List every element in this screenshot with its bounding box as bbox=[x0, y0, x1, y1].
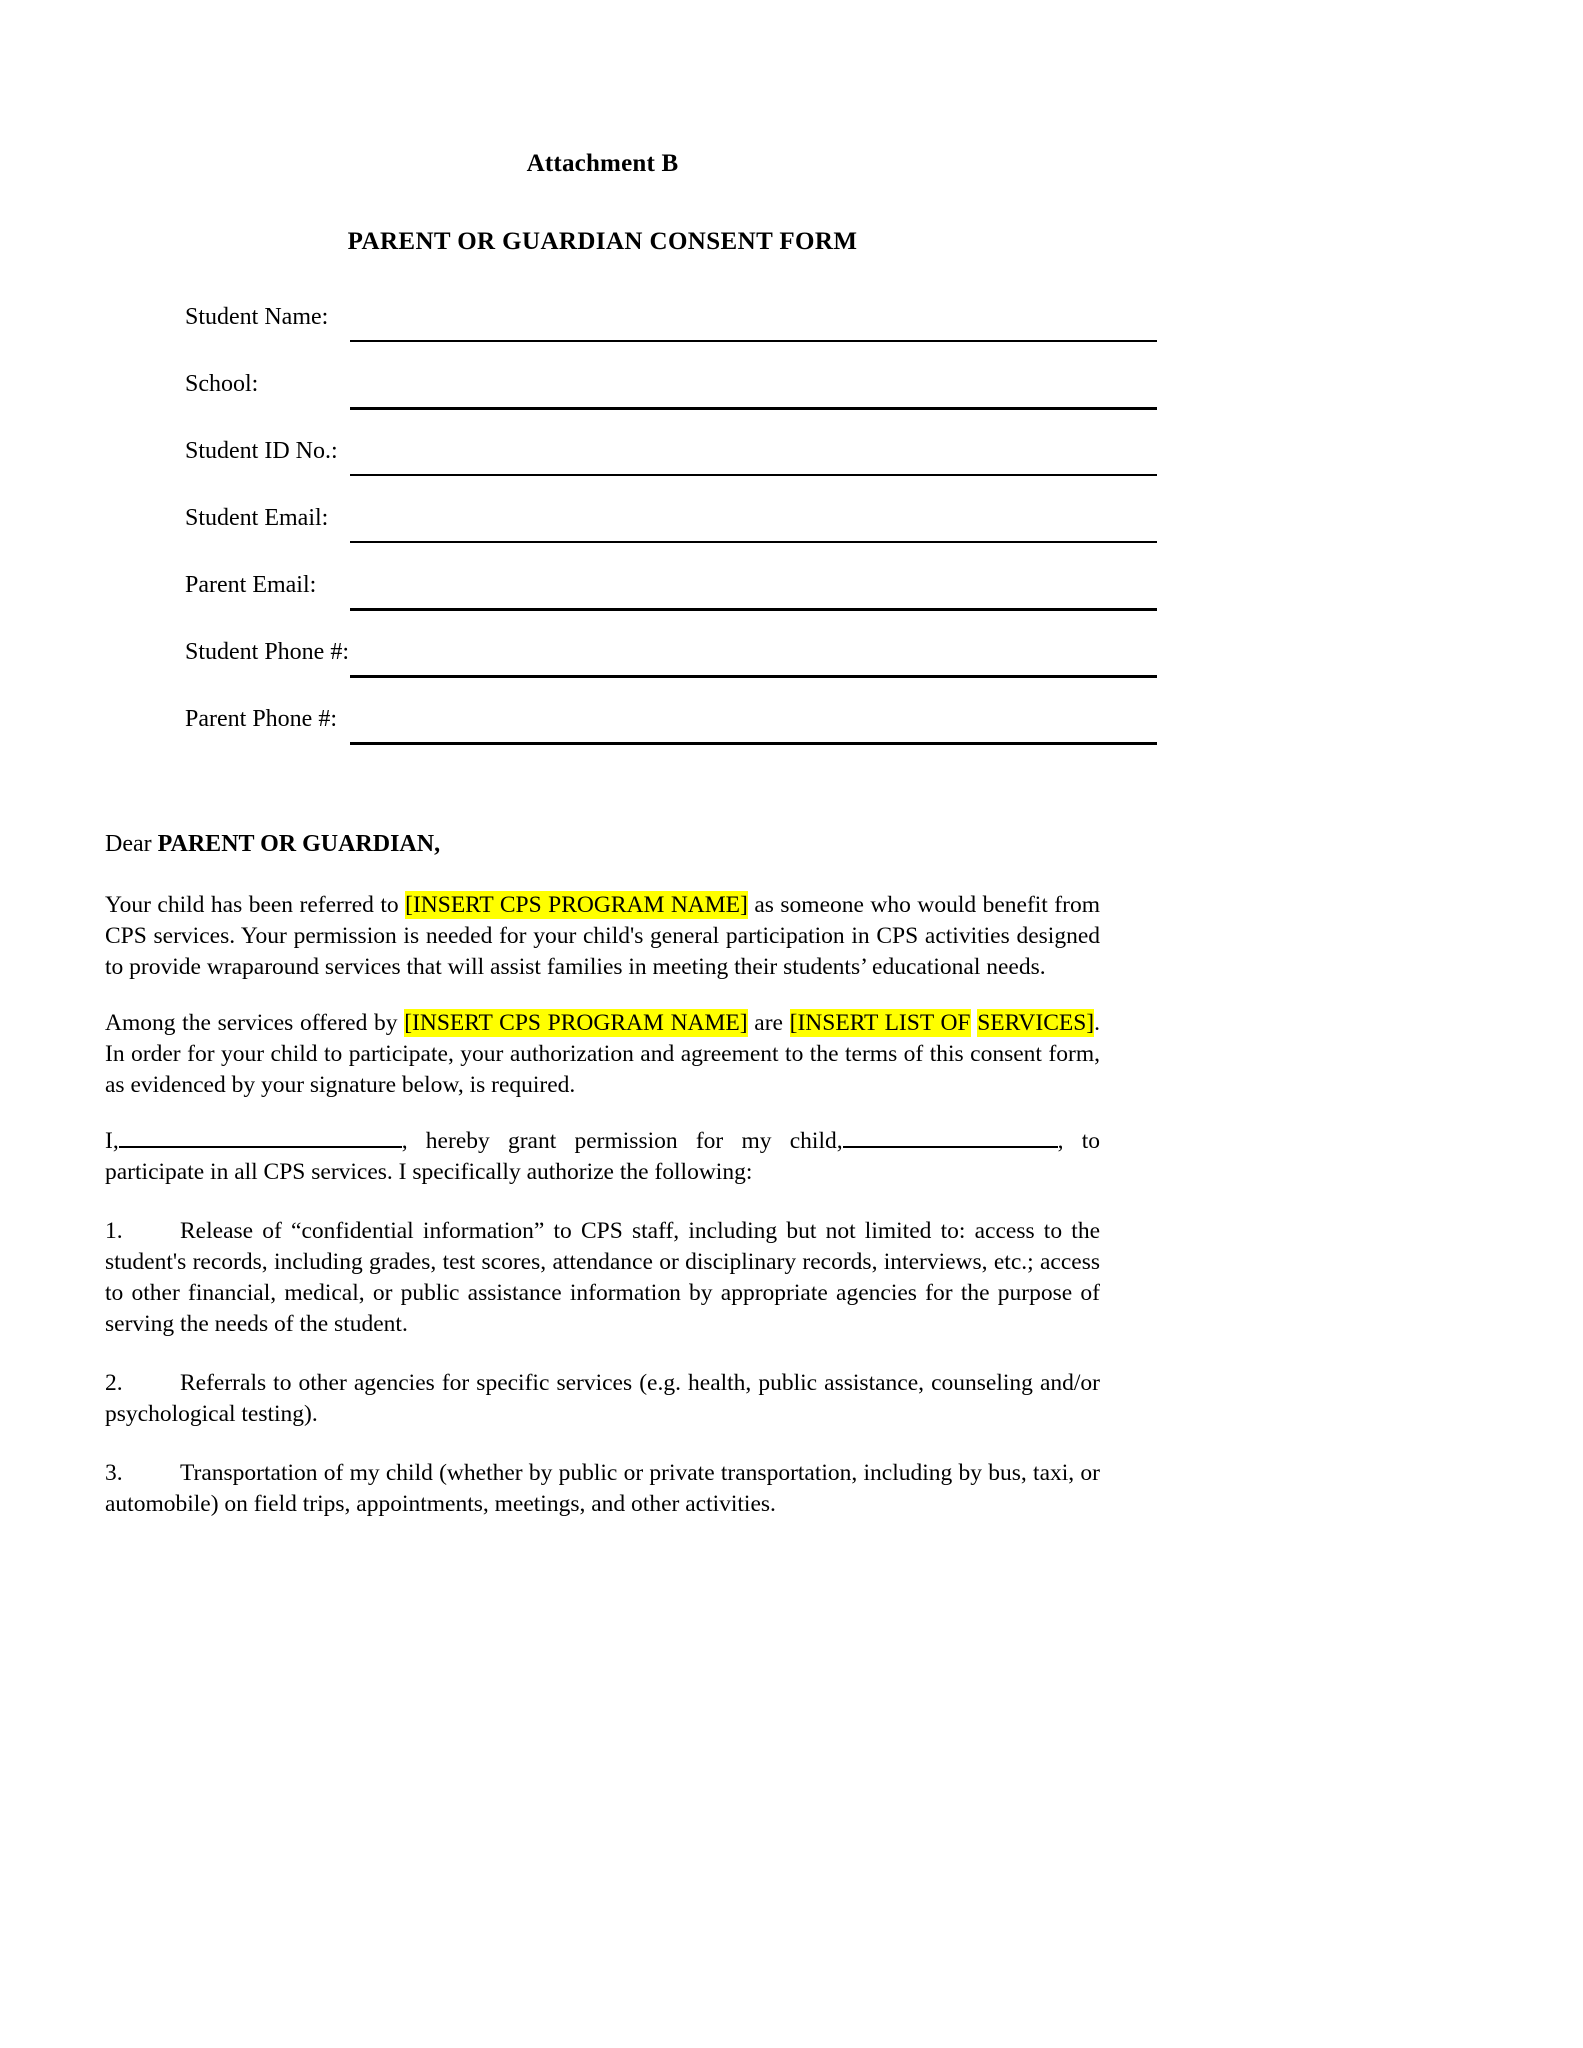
attachment-title: Attachment B bbox=[526, 150, 679, 177]
field-row-student-email bbox=[105, 505, 1100, 572]
field-input-student-name[interactable] bbox=[350, 340, 1157, 342]
paragraph-services-part2: are bbox=[747, 1010, 790, 1037]
list-item-text-2: Referrals to other agencies for specific services (e.g. health, public assistance, counseling and/or psychological testing). bbox=[105, 1370, 1100, 1428]
field-input-student-email[interactable] bbox=[350, 541, 1157, 543]
field-label-parent-email: Parent Email: bbox=[185, 572, 317, 598]
paragraph-referral-part1: Your child has been referred to bbox=[105, 892, 406, 919]
placeholder-list-of-services-b[interactable]: SERVICES] bbox=[977, 1010, 1095, 1037]
paragraph-services bbox=[105, 1008, 1100, 1101]
list-item-text-1: Release of “confidential information” to CPS staff, including but not limited to: access to the student's records, including grades, test scores, attendance or disciplinary records, interviews, etc.; access to other financial, medical, or public assistance information by appropriate agencies for the purpose of serving the needs of the student. bbox=[105, 1218, 1100, 1338]
list-item bbox=[105, 1458, 1100, 1520]
permission-prefix: I, bbox=[105, 1128, 119, 1155]
salutation-greeting: Dear bbox=[105, 831, 158, 857]
paragraph-referral-part2: as someone who would benefit from CPS services. Your permission is needed for your child's general participation in CPS activities designed to provide wraparound services that will assist families in meeting their students’ educational needs. bbox=[105, 892, 1100, 981]
field-row-student-phone bbox=[105, 639, 1100, 706]
field-input-student-phone[interactable] bbox=[350, 675, 1157, 678]
placeholder-list-of-services-a[interactable]: [INSERT LIST OF bbox=[789, 1010, 971, 1037]
document-content bbox=[105, 0, 1100, 1520]
placeholder-cps-program-name-1[interactable]: [INSERT CPS PROGRAM NAME] bbox=[405, 892, 748, 919]
field-row-student-id bbox=[105, 438, 1100, 505]
paragraph-referral bbox=[105, 890, 1100, 983]
form-fields-section bbox=[105, 304, 1100, 773]
list-item-number-1: 1. bbox=[105, 1218, 123, 1245]
salutation-recipient: PARENT OR GUARDIAN, bbox=[157, 831, 441, 857]
field-row-school bbox=[105, 371, 1100, 438]
field-input-student-id[interactable] bbox=[350, 474, 1157, 476]
paragraph-services-part3: . In order for your child to participate, your authorization and agreement to the terms of this consent form, as evidenced by your signature below, is required. bbox=[105, 1010, 1101, 1099]
field-label-student-id: Student ID No.: bbox=[185, 438, 338, 464]
list-item-number-2: 2. bbox=[105, 1370, 123, 1397]
list-item-number-3: 3. bbox=[105, 1460, 123, 1487]
parent-name-blank[interactable] bbox=[119, 1146, 402, 1148]
field-row-parent-phone bbox=[105, 706, 1100, 773]
paragraph-permission bbox=[105, 1126, 1100, 1188]
field-label-student-name: Student Name: bbox=[185, 304, 329, 330]
salutation bbox=[105, 829, 1100, 860]
list-item bbox=[105, 1368, 1100, 1430]
paragraph-services-part1: Among the services offered by bbox=[105, 1010, 405, 1037]
field-label-parent-phone: Parent Phone #: bbox=[185, 706, 337, 732]
field-label-student-email: Student Email: bbox=[185, 505, 329, 531]
list-item-text-3: Transportation of my child (whether by public or private transportation, including by bus, taxi, or automobile) on field trips, appointments, meetings, and other activities. bbox=[105, 1460, 1100, 1518]
page-title: PARENT OR GUARDIAN CONSENT FORM bbox=[347, 228, 858, 255]
field-row-parent-email bbox=[105, 572, 1100, 639]
child-name-blank[interactable] bbox=[843, 1146, 1058, 1148]
field-input-parent-email[interactable] bbox=[350, 608, 1157, 611]
field-label-school: School: bbox=[185, 371, 259, 397]
field-input-school[interactable] bbox=[350, 407, 1157, 410]
permission-suffix: , to participate in all CPS services. I specifically authorize the following: bbox=[105, 1128, 1100, 1186]
permission-middle: , hereby grant permission for my child, bbox=[401, 1128, 843, 1155]
field-input-parent-phone[interactable] bbox=[350, 742, 1157, 745]
list-item bbox=[105, 1216, 1100, 1340]
placeholder-cps-program-name-2[interactable]: [INSERT CPS PROGRAM NAME] bbox=[404, 1010, 748, 1037]
field-row-student-name bbox=[105, 304, 1100, 371]
field-label-student-phone: Student Phone #: bbox=[185, 639, 350, 665]
